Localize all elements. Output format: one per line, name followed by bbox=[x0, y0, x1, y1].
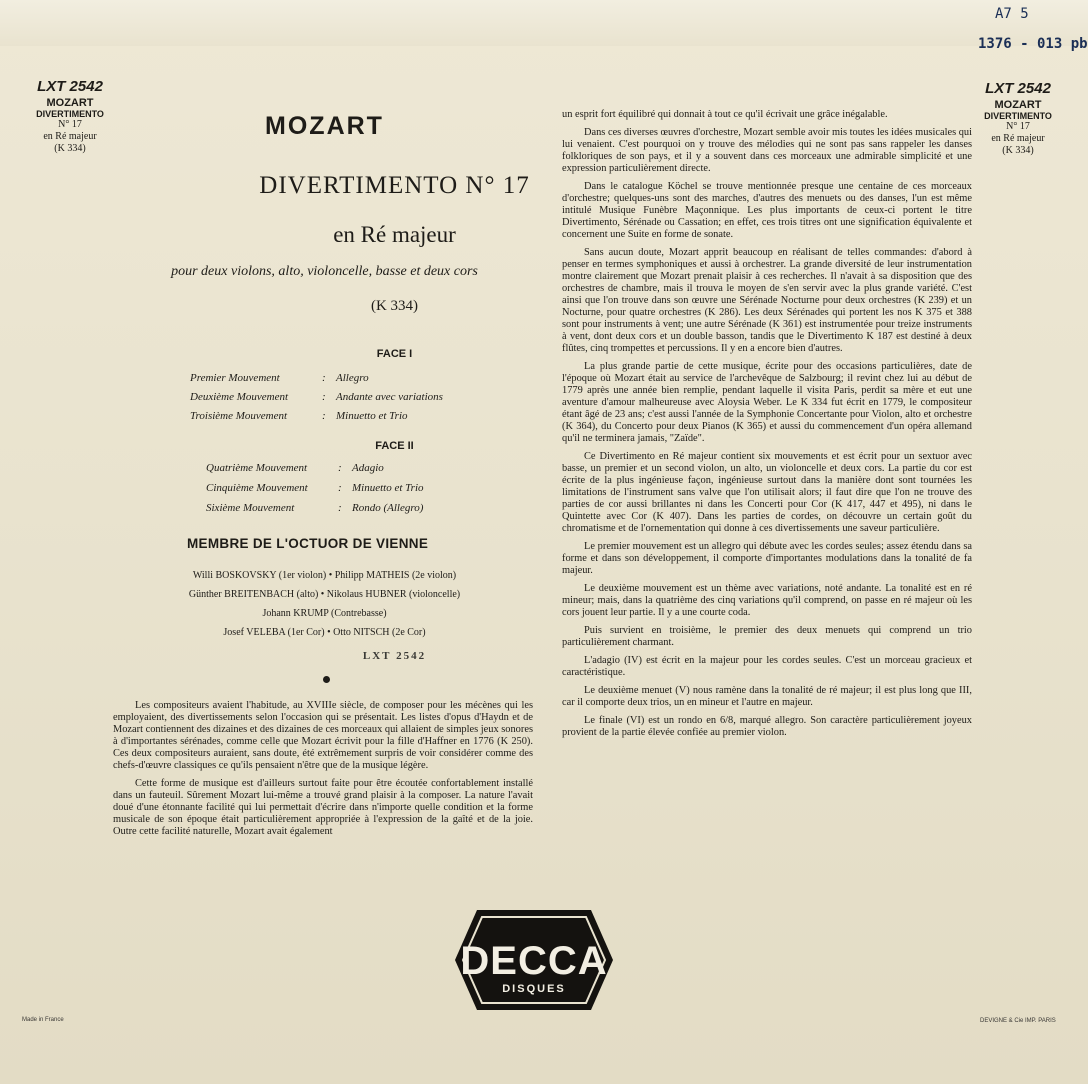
printer-credit: DEVIGNE & Cie IMP. PARIS bbox=[980, 1018, 1056, 1024]
liner-paragraph: Le deuxième menuet (V) nous ramène dans la tonalité de ré majeur; il est plus long que III, car il comporte deux trios, un en mineur et l'autre en majeur. bbox=[562, 685, 972, 708]
movement-row: Troisième Mouvement : Minuetto et Trio bbox=[190, 410, 408, 422]
kochel-number: (K 334) bbox=[370, 298, 419, 314]
corner-work: DIVERTIMENTO bbox=[36, 109, 104, 119]
movement-tempo: Rondo (Allegro) bbox=[352, 502, 424, 514]
made-in-label: Made in France bbox=[22, 1017, 64, 1023]
movement-row: Cinquième Mouvement : Minuetto et Trio bbox=[206, 482, 424, 494]
corner-catalog-number: LXT 2542 bbox=[37, 78, 103, 95]
movement-row: Quatrième Mouvement : Adagio bbox=[206, 462, 384, 474]
liner-notes-left bbox=[113, 700, 533, 844]
handwritten-note-code: 1376 - 013 pb bbox=[978, 36, 1088, 52]
corner-composer: MOZART bbox=[46, 97, 94, 109]
musicians-line: Johann KRUMP (Contrebasse) bbox=[262, 608, 387, 619]
cover-top-edge bbox=[0, 0, 1088, 46]
liner-paragraph: Dans ces diverses œuvres d'orchestre, Mozart semble avoir mis toutes les idées musicales qui lui venaient. C'est pourquoi on y trouve des mélodies qui ne sont pas sans rappeler les danses folkloriques de son pays, et il y a souvent dans ces morceaux une admirable simplicité et une expression particulièrement directe. bbox=[562, 127, 972, 174]
handwritten-note-top: A7 5 bbox=[995, 6, 1029, 22]
ensemble-title: MEMBRE DE L'OCTUOR DE VIENNE bbox=[187, 536, 429, 551]
decca-logo-brand: DECCA bbox=[460, 939, 608, 983]
separator-dot bbox=[323, 676, 330, 683]
corner-kochel: (K 334) bbox=[54, 143, 86, 154]
movement-name: Quatrième Mouvement bbox=[206, 462, 308, 474]
musicians-line: Josef VELEBA (1er Cor) • Otto NITSCH (2e Cor) bbox=[223, 627, 426, 638]
composer-title: MOZART bbox=[265, 112, 384, 140]
movement-name: Deuxième Mouvement bbox=[190, 391, 289, 403]
movement-name: Cinquième Mouvement bbox=[206, 482, 308, 494]
work-key: en Ré majeur bbox=[333, 222, 456, 247]
liner-paragraph: Dans le catalogue Köchel se trouve mentionnée presque une centaine de ces morceaux d'orchestre; quelques-uns sont des marches, d'autres des menuets ou des danses, l'un est même intitulé Musique Funèbre Maçonnique. Les plus importants de ceux-ci portent le titre Divertimento, Sérénade ou Cassation; en effet, ces trois titres ont une signification équivalente et concernent une Suite en forme de sonate. bbox=[562, 181, 972, 240]
corner-kochel: (K 334) bbox=[1002, 145, 1034, 156]
musicians-line: Günther BREITENBACH (alto) • Nikolaus HUBNER (violoncelle) bbox=[188, 589, 461, 600]
face-2-title: FACE II bbox=[375, 440, 414, 452]
movement-name: Premier Mouvement bbox=[190, 372, 280, 384]
movement-row: Deuxième Mouvement : Andante avec variations bbox=[190, 391, 443, 403]
movement-tempo: Adagio bbox=[352, 462, 384, 474]
movement-row: Premier Mouvement : Allegro bbox=[190, 372, 369, 384]
movement-tempo: Minuetto et Trio bbox=[336, 410, 408, 422]
center-catalog-number: LXT 2542 bbox=[362, 650, 427, 662]
liner-paragraph: Le deuxième mouvement est un thème avec variations, noté andante. La tonalité est en ré mineur; mais, dans la quatrième des cinq variations qu'il comprend, on passe en ré majeur où les cors jouent leur partie. Il y a une courte coda. bbox=[562, 583, 972, 618]
liner-paragraph: Le premier mouvement est un allegro qui débute avec les cordes seules; assez étendu dans sa forme et dans son développement, il comporte d'importantes modulations dans la tonalité de fa majeur. bbox=[562, 541, 972, 576]
movement-tempo: Andante avec variations bbox=[336, 391, 443, 403]
movement-tempo: Minuetto et Trio bbox=[352, 482, 424, 494]
corner-key: en Ré majeur bbox=[991, 133, 1045, 144]
title-block bbox=[112, 104, 537, 662]
liner-paragraph: L'adagio (IV) est écrit en la majeur pour les cordes seules. C'est un morceau gracieux et caractéristique. bbox=[562, 655, 972, 678]
movement-row: Sixième Mouvement : Rondo (Allegro) bbox=[206, 502, 424, 514]
corner-catalog-left bbox=[30, 78, 110, 155]
corner-work: DIVERTIMENTO bbox=[984, 111, 1052, 121]
instrumentation: pour deux violons, alto, violoncelle, basse et deux cors bbox=[171, 264, 478, 279]
decca-logo bbox=[453, 906, 615, 1014]
liner-paragraph: Le finale (VI) est un rondo en 6/8, marqué allegro. Son caractère particulièrement joyeux provient de la partie élevée confiée au premier violon. bbox=[562, 715, 972, 738]
musicians-line: Willi BOSKOVSKY (1er violon) • Philipp MATHEIS (2e violon) bbox=[192, 570, 457, 581]
decca-logo-sub: DISQUES bbox=[502, 983, 566, 995]
corner-number: N° 17 bbox=[1006, 121, 1030, 132]
corner-composer: MOZART bbox=[994, 99, 1042, 111]
face-1-title: FACE I bbox=[376, 348, 413, 360]
corner-key: en Ré majeur bbox=[43, 131, 97, 142]
movement-tempo: Allegro bbox=[336, 372, 369, 384]
liner-paragraph: Cette forme de musique est d'ailleurs surtout faite pour être écoutée confortablement installé dans un fauteuil. Sûrement Mozart lui-même a trouvé grand plaisir à la composer. La nature l'avait doué d'une étonnante facilité qui lui permettait d'écrire dans n'importe quelle condition et la forme musicale de son époque était particulièrement appropriée à l'expression de la gaîté et de la joie. Outre cette facilité naturelle, Mozart avait également bbox=[113, 778, 533, 837]
liner-paragraph: Sans aucun doute, Mozart apprit beaucoup en réalisant de telles commandes: d'abord à penser en termes symphoniques et aussi à orchestrer. La grande diversité de leur instrumentation montre clairement que Mozart prenait plaisir à ces recherches. Il n'avait à sa disposition que des orchestres de chambre, mais il trouva le moyen de s'en servir avec la plus grande variété. C'est ainsi que l'on trouve dans son œuvre une Sérénade Nocturne pour deux orchestres (K 239) et un Nocturne, pour quatre orchestres (K 286). Les deux Sérénades qui portent les nos K 375 et 388 sont pour instruments à vent; une autre Sérénade (K 361) est instrumentée pour treize instruments à vent, dont deux cors et un double basson, tandis que le Divertimento K 187 est destiné à deux flûtes, cinq trompettes et percussions. Il y en a encore bien d'autres. bbox=[562, 247, 972, 354]
movement-name: Troisième Mouvement bbox=[190, 410, 288, 422]
corner-catalog-number: LXT 2542 bbox=[985, 80, 1051, 97]
liner-paragraph: Ce Divertimento en Ré majeur contient six mouvements et est écrit pour un sextuor avec basse, un premier et un second violon, un alto, un violoncelle et deux cors. La partie du cor est écrite de la plus ingénieuse façon, ingénieuse surtout dans la manière dont sont tournées les limitations de l'instrument sans valve que l'on utilisait alors; il faut dire que l'on ne trouve des parties de cor aussi brillantes ni dans les Concerti pour Cor (K 417, 447 et 495), ni dans le Quintette avec Cor (K 407). Dans les parties de cordes, on découvre un certain goût du chromatisme et de l'ornementation qui donne à ces divertissements une saveur particulière. bbox=[562, 451, 972, 534]
movement-name: Sixième Mouvement bbox=[206, 502, 295, 514]
liner-paragraph: Puis survient en troisième, le premier des deux menuets qui comprend un trio particulièrement charmant. bbox=[562, 625, 972, 648]
corner-catalog-right bbox=[978, 80, 1058, 157]
liner-paragraph: un esprit fort équilibré qui donnait à tout ce qu'il écrivait une grâce inégalable. bbox=[562, 109, 888, 120]
liner-paragraph: Les compositeurs avaient l'habitude, au XVIIIe siècle, de composer pour les mécènes qui les employaient, des divertissements selon l'occasion qui se présentait. Les listes d'opus d'Haydn et de Mozart contiennent des dizaines et des dizaines de ces morceaux qui allaient de simples jeux sonores à d'importantes sérénades, comme celle que Mozart écrivit pour la fille d'Haffner en 1776 (K 250). Ces deux compositeurs auraient, sans doute, été extrêmement surpris de voir considérer comme des chefs-d'œuvre classiques ce qu'ils pensaient n'être que de la musique légère. bbox=[113, 700, 533, 771]
corner-number: N° 17 bbox=[58, 119, 82, 130]
liner-notes-right bbox=[562, 109, 972, 745]
work-title: DIVERTIMENTO N° 17 bbox=[259, 172, 530, 199]
liner-paragraph: La plus grande partie de cette musique, écrite pour des occasions particulières, date de l'époque où Mozart était au service de l'archevêque de Salzbourg; il revint chez lui au début de 1779 après une année bien remplie, pendant laquelle il visita Paris, perdit sa mère et eut une aventure d'amour malheureuse avec Aloysia Weber. Le K 334 fut écrit en 1779, le compositeur étant âgé de 23 ans; c'est aussi l'année de la Symphonie Concertante pour Violon, alto et orchestre (K 364), du Concerto pour deux Pianos (K 365) et aussi du commencement d'un opéra allemand qu'il ne terminera jamais, "Zaïde". bbox=[562, 361, 972, 444]
